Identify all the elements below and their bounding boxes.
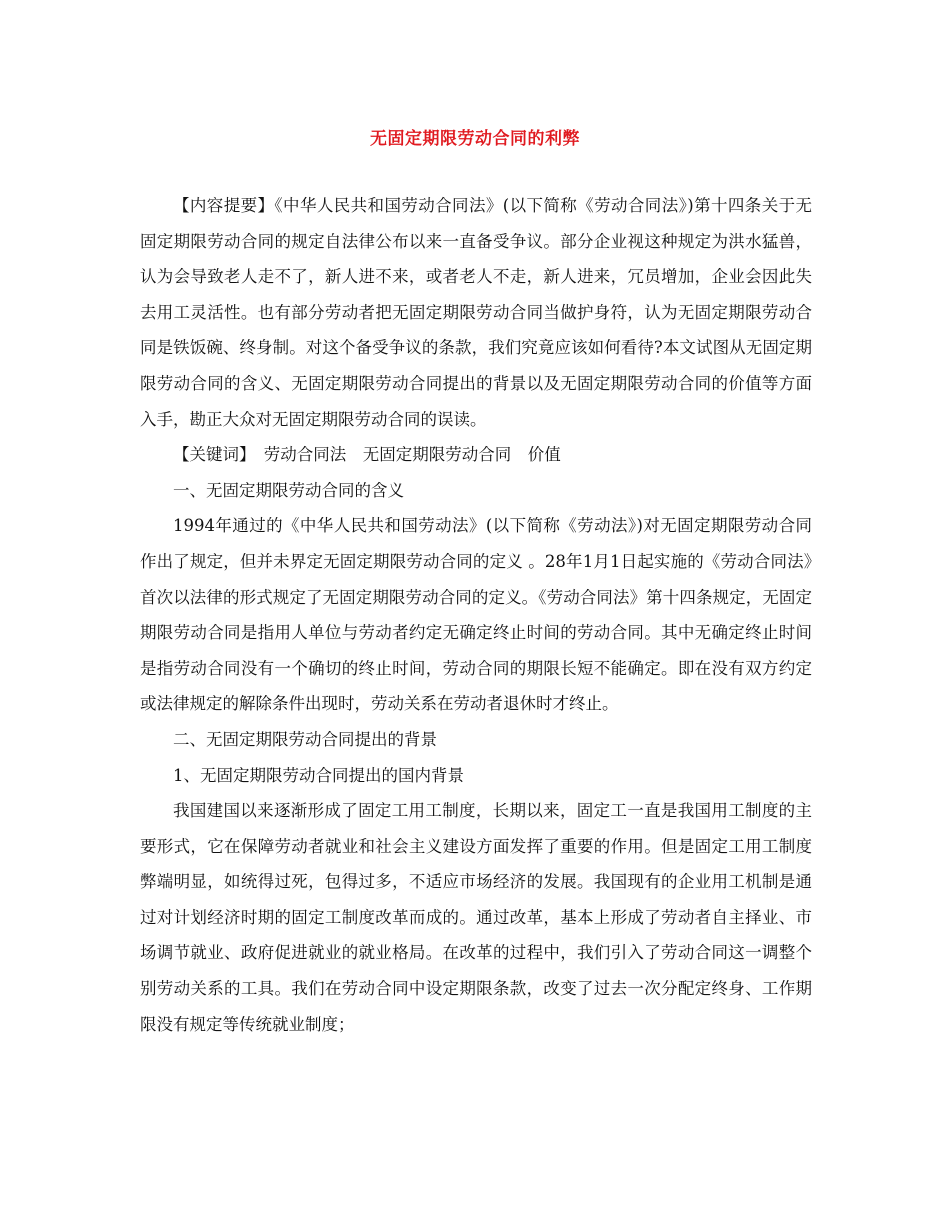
- section-heading-2: 二、无固定期限劳动合同提出的背景: [173, 729, 437, 749]
- body-paragraph: 我国建国以来逐渐形成了固定工用工制度，长期以来，固定工一直是我国用工制度的主要形式，它在保障劳动者就业和社会主义建设方面发挥了重要的作用。但是固定工用工制度弊端明显，如统得过死，包得过多，不适应市场经济的发展。我国现有的企业用工机制是通过对计划经济时期的固定工制度改革而成的。通过改革，基本上形成了劳动者自主择业、市场调节就业、政府促进就业的就业格局。在改革的过程中，我们引入了劳动合同这一调整个别劳动关系的工具。我们在劳动合同中设定期限条款，改变了过去一次分配定终身、工作期限没有规定等传统就业制度；: [140, 801, 812, 1034]
- keywords-paragraph: 【关键词】 劳动合同法 无固定期限劳动合同 价值: [173, 445, 561, 465]
- document-body: [140, 188, 812, 1042]
- section-heading-1: 一、无固定期限劳动合同的含义: [173, 480, 404, 500]
- body-paragraph: 1994年通过的《中华人民共和国劳动法》(以下简称《劳动法》)对无固定期限劳动合同作出了规定，但并未界定无固定期限劳动合同的定义 。28年1月1日起实施的《劳动合同法》首次以法律的形式规定了无固定期限劳动合同的定义。《劳动合同法》第十四条规定，无固定期限劳动合同是指用人单位与劳动者约定无确定终止时间的劳动合同。其中无确定终止时间是指劳动合同没有一个确切的终止时间，劳动合同的期限长短不能确定。即在没有双方约定或法律规定的解除条件出现时，劳动关系在劳动者退休时才终止。: [140, 516, 812, 714]
- abstract-paragraph: 【内容提要】《中华人民共和国劳动合同法》(以下简称《劳动合同法》)第十四条关于无固定期限劳动合同的规定自法律公布以来一直备受争议。部分企业视这种规定为洪水猛兽，认为会导致老人走不了，新人进不来，或者老人不走，新人进来，冗员增加，企业会因此失去用工灵活性。也有部分劳动者把无固定期限劳动合同当做护身符，认为无固定期限劳动合同是铁饭碗、终身制。对这个备受争议的条款，我们究竟应该如何看待?本文试图从无固定期限劳动合同的含义、无固定期限劳动合同提出的背景以及无固定期限劳动合同的价值等方面入手，勘正大众对无固定期限劳动合同的误读。: [140, 196, 812, 429]
- document-title: 无固定期限劳动合同的利弊: [370, 129, 580, 149]
- subsection-heading-1: 1、无固定期限劳动合同提出的国内背景: [173, 765, 464, 785]
